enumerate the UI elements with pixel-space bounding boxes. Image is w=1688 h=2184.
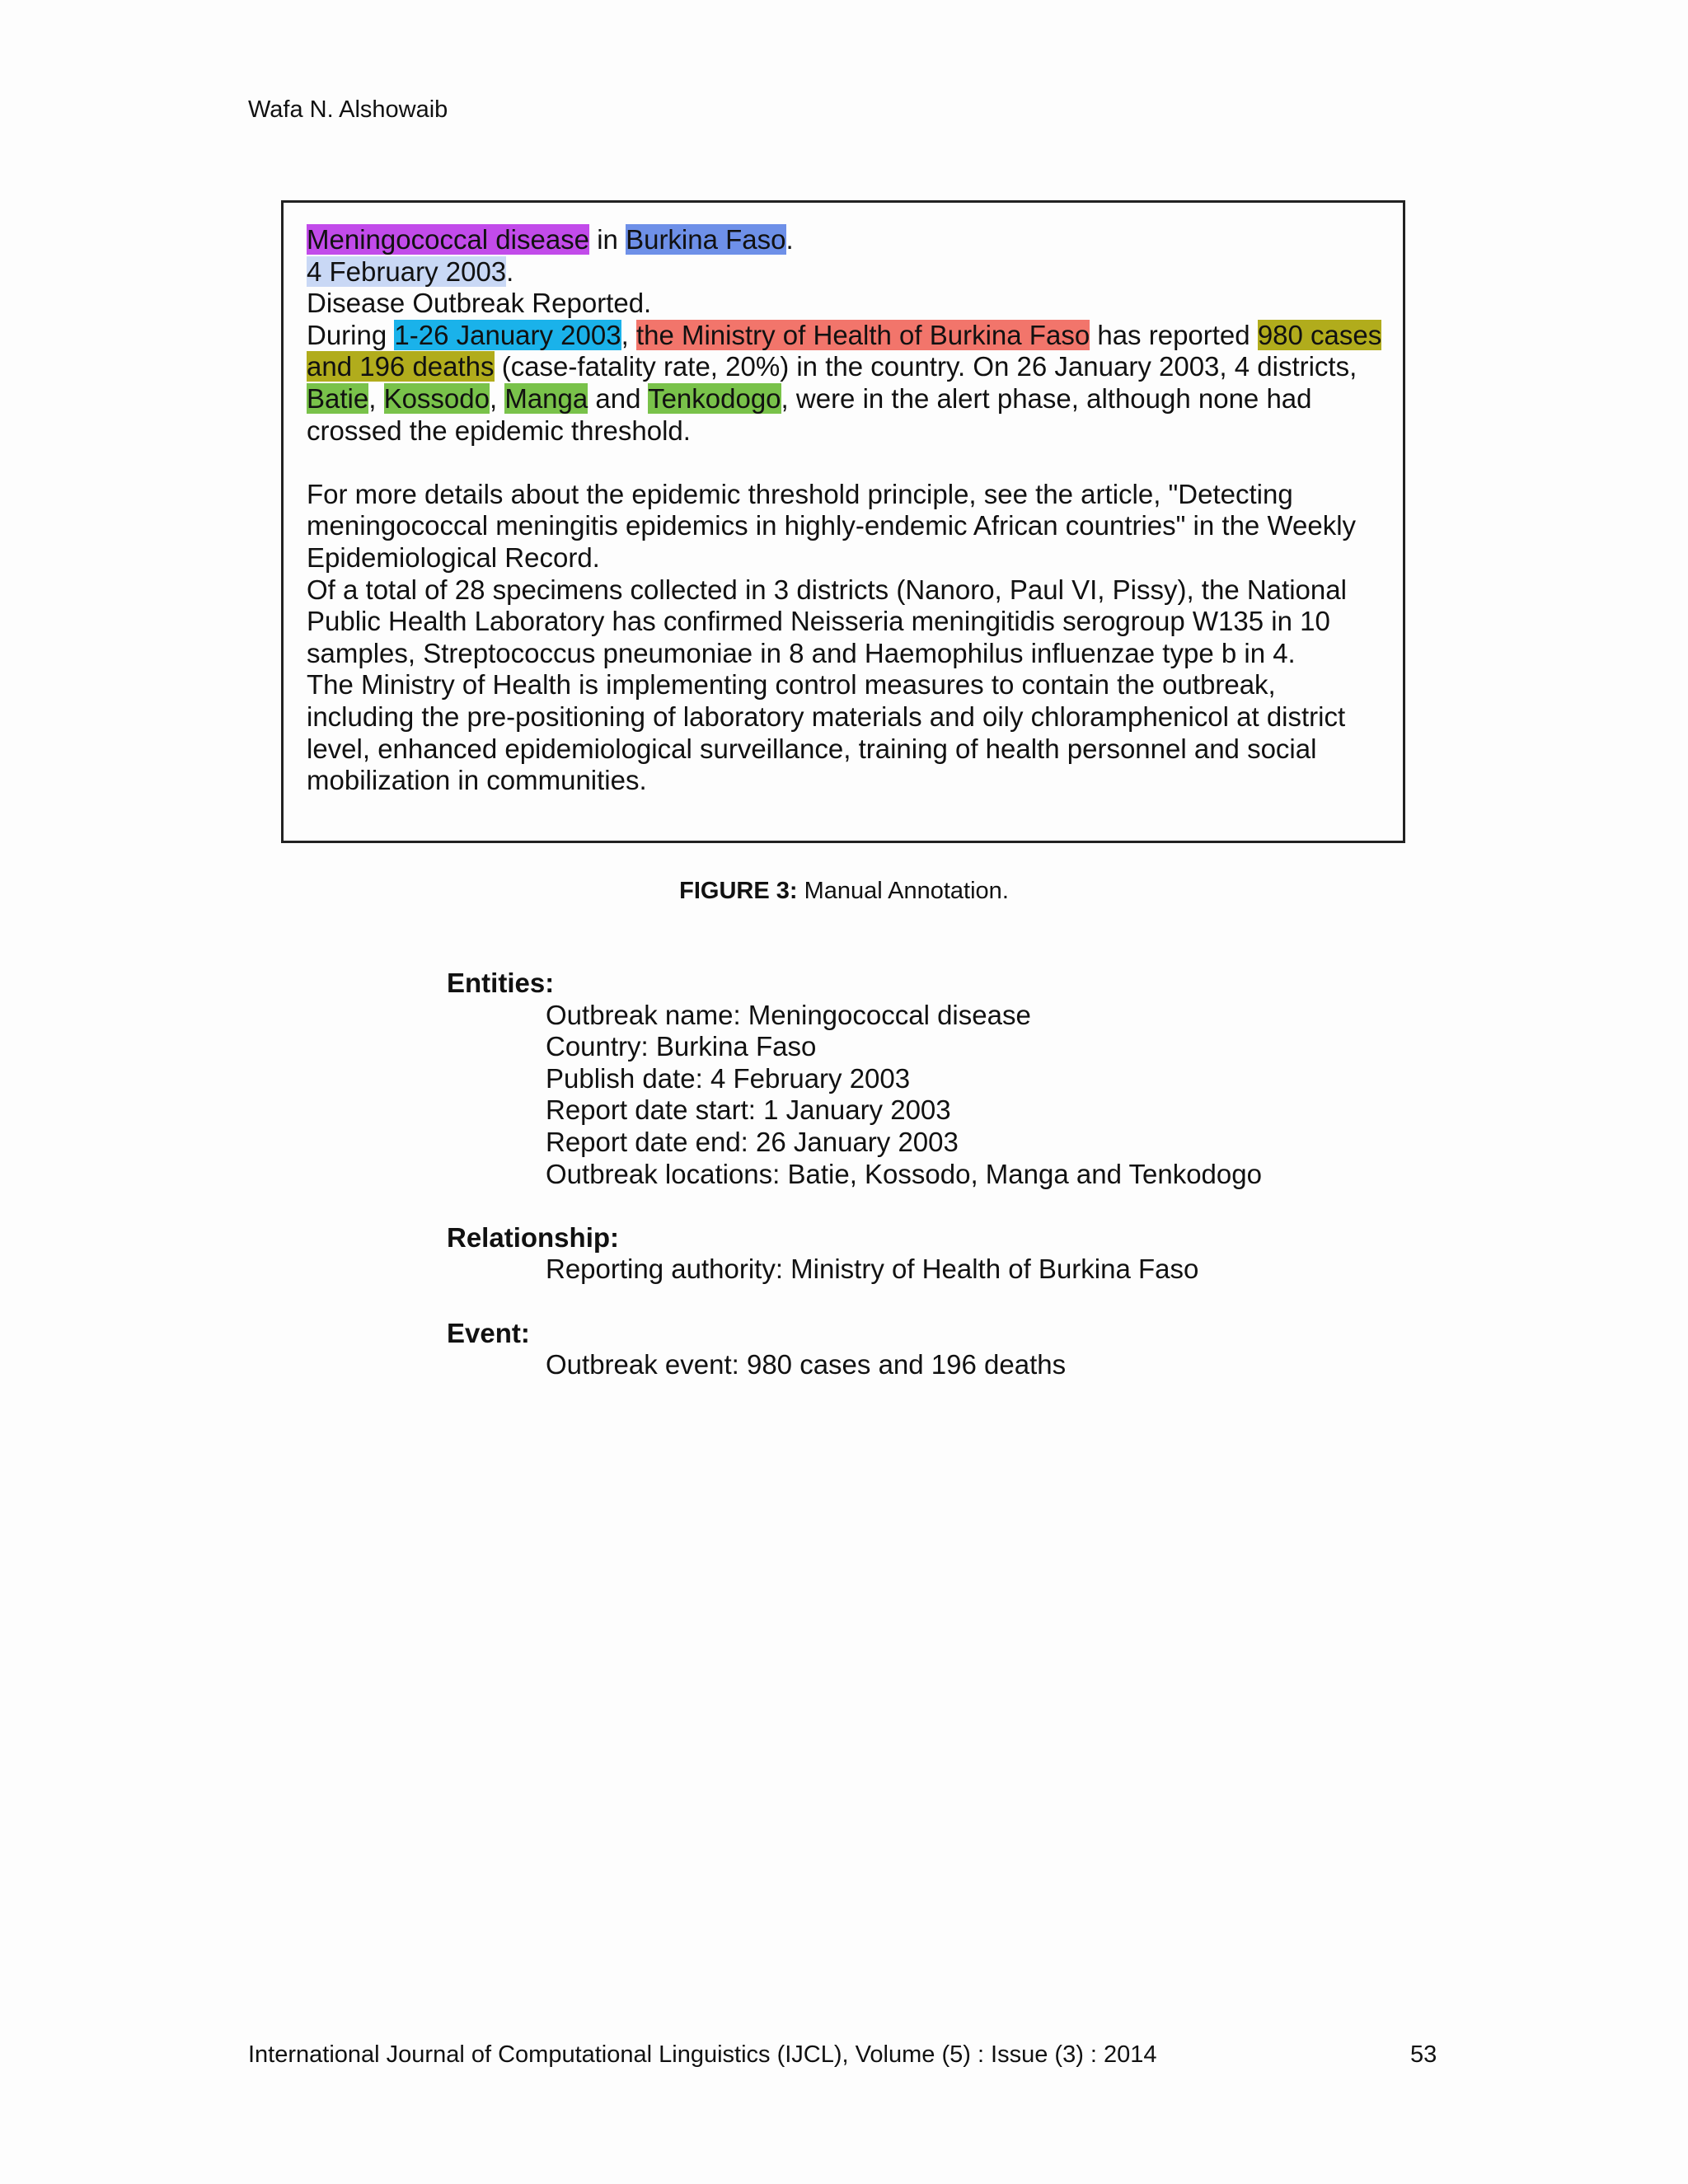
text-segment: ,	[621, 319, 636, 350]
main-paragraph	[307, 320, 1386, 447]
event-heading: Event:	[447, 1317, 530, 1348]
headline-line	[307, 224, 1386, 256]
report-type-line: Disease Outbreak Reported.	[307, 288, 652, 319]
highlight-report-period: 1-26 January 2003	[394, 319, 621, 350]
text-segment: ,	[490, 382, 505, 414]
text-segment: , were in the alert phase, although none had crossed the epidemic threshold.	[307, 382, 1312, 446]
highlight-location-manga: Manga	[504, 382, 588, 414]
text-segment: has reported	[1090, 319, 1258, 350]
annotation-results	[447, 968, 1518, 1381]
figure-caption	[0, 878, 1688, 905]
text-segment: During	[307, 319, 395, 350]
text-segment: ,	[368, 382, 384, 414]
relationship-heading: Relationship:	[447, 1221, 620, 1253]
relationship-item: Reporting authority: Ministry of Health of Burkina Faso	[546, 1254, 1199, 1285]
text-segment: in	[589, 224, 626, 255]
highlight-location-tenkodogo: Tenkodogo	[648, 382, 781, 414]
entities-heading: Entities:	[447, 968, 555, 998]
section-gap	[447, 1286, 1518, 1318]
figure-3-annotated-text-box	[281, 200, 1405, 843]
specimens-paragraph: Of a total of 28 specimens collected in 3 districts (Nanoro, Paul VI, Pissy), the National Public Health Laboratory has confirmed Neisseria meningitidis serogroup W135 in 10 samples, Streptococcus pneumoniae in 8 and Haemophilus influenzae type b in 4.	[307, 574, 1347, 668]
highlight-location-batie: Batie	[307, 382, 369, 414]
section-gap	[447, 1190, 1518, 1222]
text-segment: and	[588, 382, 649, 414]
entity-item: Publish date: 4 February 2003	[546, 1062, 911, 1094]
highlight-event: 980 cases and 196 deaths	[307, 319, 1382, 382]
text-segment: (case-fatality rate, 20%) in the country. On 26 January 2003, 4 districts,	[494, 351, 1357, 382]
highlight-location-kossodo: Kossodo	[383, 382, 490, 414]
control-measures-paragraph: The Ministry of Health is implementing control measures to contain the outbreak, including the pre-positioning of laboratory materials and oily chloramphenicol at district level, enhanced epidemiological surveillance, training of health personnel and social mobilization in communities.	[307, 669, 1346, 796]
text-segment: .	[506, 255, 514, 287]
date-line	[307, 256, 1386, 288]
threshold-paragraph: For more details about the epidemic threshold principle, see the article, "Detecting meningococcal meningitis epidemics in highly-endemic African countries" in the Weekly Epidemiological Record.	[307, 478, 1357, 573]
event-item: Outbreak event: 980 cases and 196 deaths	[546, 1349, 1067, 1380]
page-number: 53	[1410, 2041, 1437, 2068]
highlight-disease: Meningococcal disease	[307, 224, 590, 255]
highlight-country: Burkina Faso	[626, 224, 786, 255]
paragraph-gap	[307, 447, 1386, 479]
footer-journal-citation: International Journal of Computational Linguistics (IJCL), Volume (5) : Issue (3) : 2014	[248, 2041, 1157, 2068]
entity-item: Outbreak locations: Batie, Kossodo, Manga and Tenkodogo	[546, 1158, 1262, 1189]
entity-item: Report date start: 1 January 2003	[546, 1094, 951, 1126]
highlight-authority: the Ministry of Health of Burkina Faso	[635, 319, 1090, 350]
relationship-list	[447, 1254, 1518, 1286]
entity-item: Report date end: 26 January 2003	[546, 1126, 959, 1157]
figure-caption-label: FIGURE 3:	[679, 878, 798, 904]
text-segment: .	[785, 224, 794, 255]
entity-item: Country: Burkina Faso	[546, 1031, 817, 1062]
highlight-publish-date: 4 February 2003	[307, 255, 507, 287]
annotated-news-text	[307, 224, 1386, 797]
running-header-author: Wafa N. Alshowaib	[248, 96, 448, 123]
event-list	[447, 1349, 1518, 1381]
entities-list	[447, 1000, 1518, 1191]
entity-item: Outbreak name: Meningococcal disease	[546, 999, 1031, 1030]
figure-caption-text: Manual Annotation.	[797, 878, 1009, 904]
